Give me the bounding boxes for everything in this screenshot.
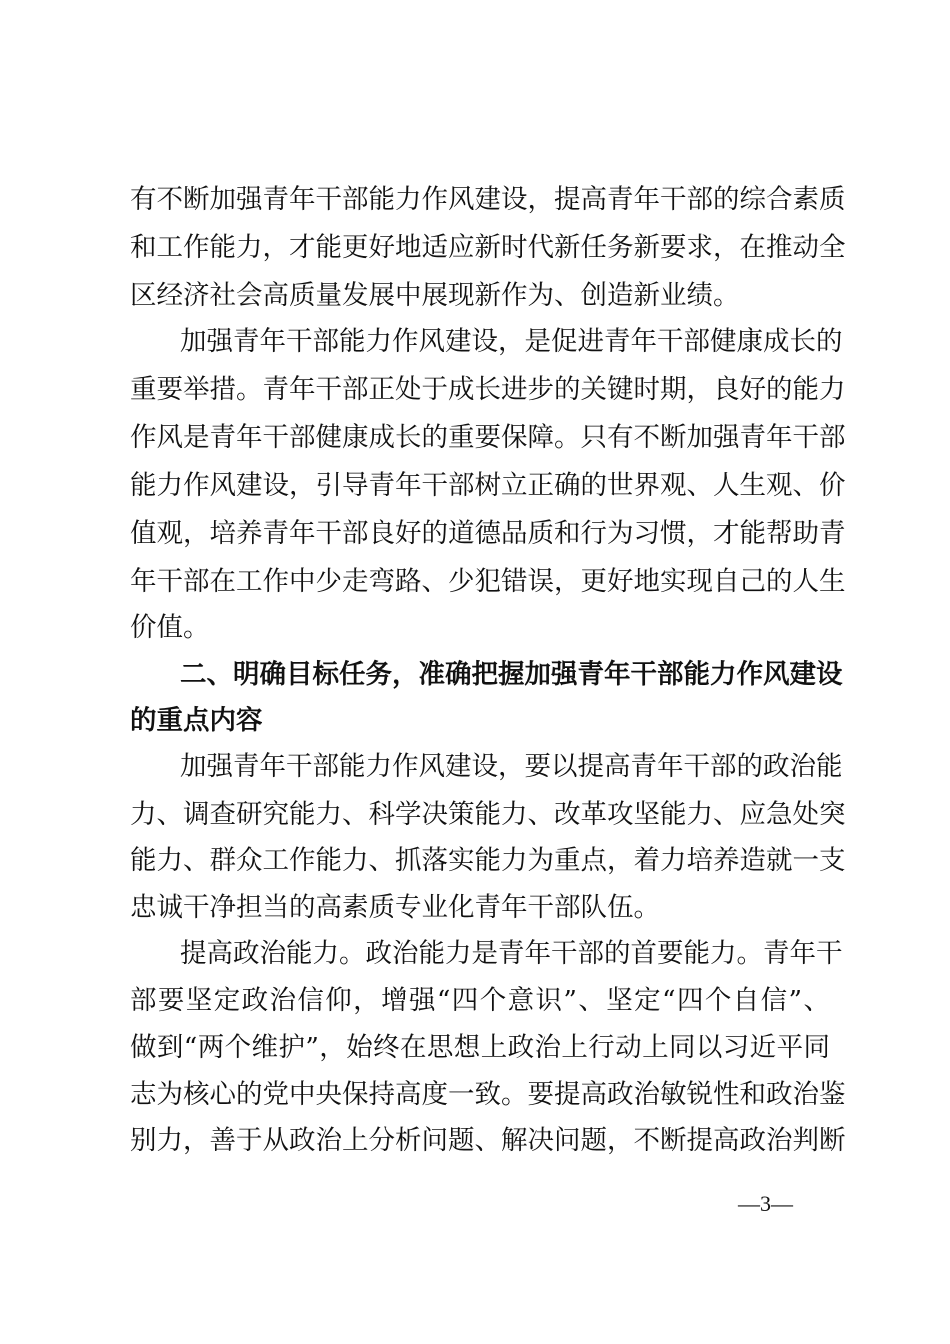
paragraph-2-line-5: 值观，培养青年干部良好的道德品质和行为习惯，才能帮助青 [130, 518, 846, 549]
paragraph-4-line-1: 提高政治能力。政治能力是青年干部的首要能力。青年干 [180, 938, 843, 969]
paragraph-2-line-6: 年干部在工作中少走弯路、少犯错误，更好地实现自己的人生 [130, 566, 846, 597]
paragraph-4-line-5: 别力，善于从政治上分析问题、解决问题，不断提高政治判断 [130, 1125, 846, 1156]
paragraph-2-line-2: 重要举措。青年干部正处于成长进步的关键时期，良好的能力 [130, 374, 846, 405]
section-heading-line-2: 的重点内容 [130, 705, 263, 736]
paragraph-3-line-4: 忠诚干净担当的高素质专业化青年干部队伍。 [130, 892, 660, 923]
paragraph-3-line-3: 能力、群众工作能力、抓落实能力为重点，着力培养造就一支 [130, 845, 846, 876]
paragraph-2-line-4: 能力作风建设，引导青年干部树立正确的世界观、人生观、价 [130, 470, 846, 501]
paragraph-1-line-1: 有不断加强青年干部能力作风建设，提高青年干部的综合素质 [130, 184, 846, 215]
paragraph-4-line-2: 部要坚定政治信仰，增强“四个意识”、坚定“四个自信”、 [130, 985, 830, 1016]
paragraph-2-line-7: 价值。 [130, 612, 210, 643]
paragraph-4-line-3: 做到“两个维护”，始终在思想上政治上行动上同以习近平同 [130, 1032, 830, 1063]
paragraph-2-line-3: 作风是青年干部健康成长的重要保障。只有不断加强青年干部 [130, 422, 846, 453]
paragraph-4-line-4: 志为核心的党中央保持高度一致。要提高政治敏锐性和政治鉴 [130, 1079, 846, 1110]
page-number: —3— [738, 1191, 793, 1216]
paragraph-3-line-2: 力、调查研究能力、科学决策能力、改革攻坚能力、应急处突 [130, 799, 846, 830]
section-heading-line-1: 二、明确目标任务，准确把握加强青年干部能力作风建设 [180, 659, 843, 690]
paragraph-1-line-3: 区经济社会高质量发展中展现新作为、创造新业绩。 [130, 280, 740, 311]
paragraph-3-line-1: 加强青年干部能力作风建设，要以提高青年干部的政治能 [180, 751, 843, 782]
paragraph-1-line-2: 和工作能力，才能更好地适应新时代新任务新要求，在推动全 [130, 232, 846, 263]
paragraph-2-line-1: 加强青年干部能力作风建设，是促进青年干部健康成长的 [180, 326, 843, 357]
